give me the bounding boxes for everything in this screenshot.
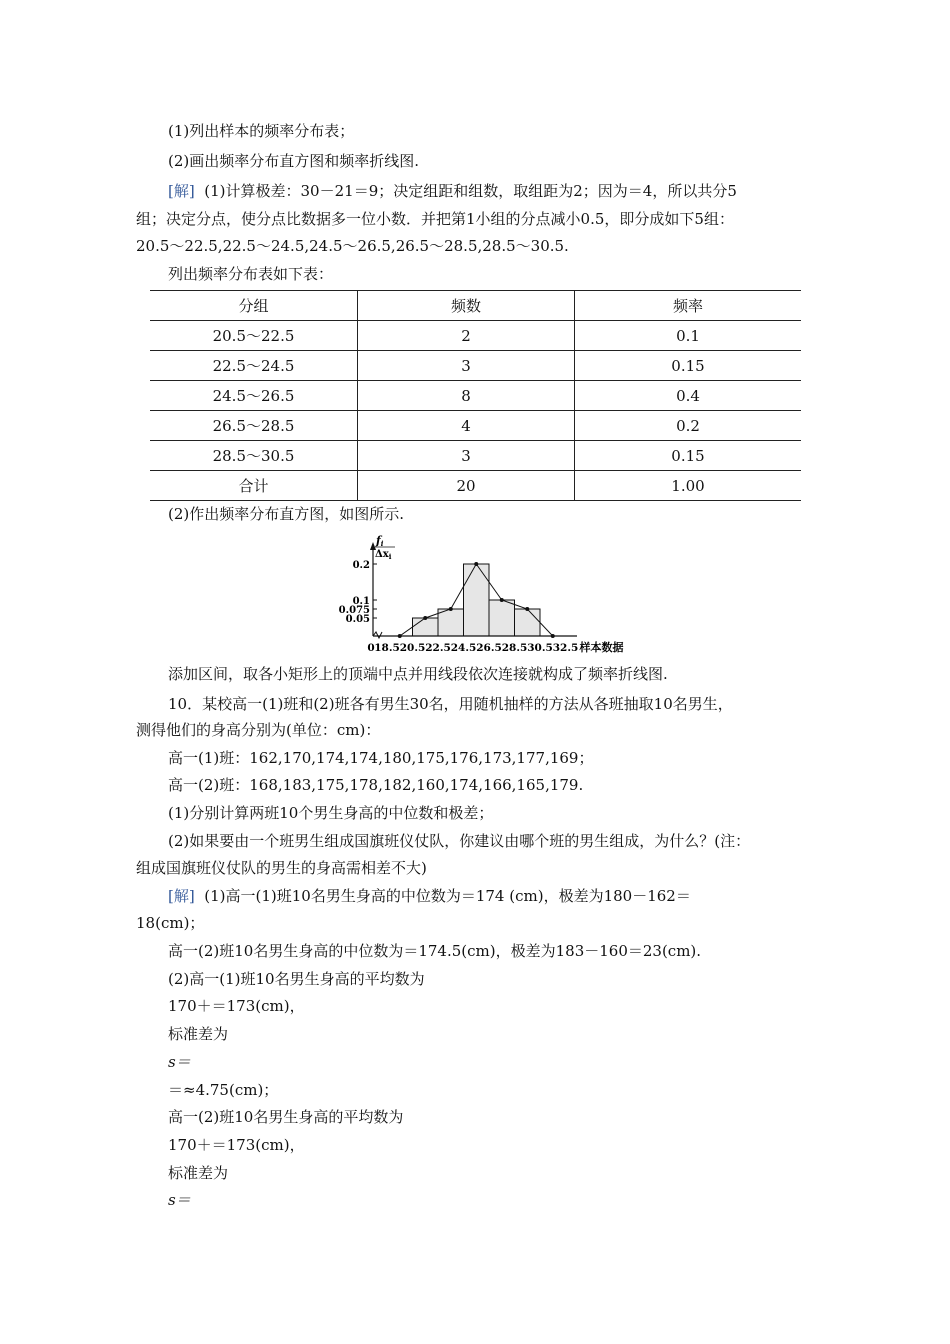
table-cell: 2	[358, 321, 575, 351]
q9-part1: (1)列出样本的频率分布表；	[168, 122, 355, 140]
x-tick-label: 18.5	[374, 642, 400, 654]
histogram-bar	[464, 564, 490, 636]
table-cell: 3	[358, 441, 575, 471]
q10-solution-line2: 18(cm)；	[136, 914, 205, 932]
table-row	[150, 411, 801, 441]
q10-solution-line10: 标准差为	[168, 1164, 229, 1182]
q10-solution-line9: 170＋＝173(cm)，	[168, 1136, 305, 1154]
q10-solution-line5: 170＋＝173(cm)，	[168, 997, 305, 1015]
table-cell: 0.4	[575, 381, 802, 411]
x-tick-label: 24.5	[450, 642, 477, 654]
q9-part2-answer: (2)作出频率分布直方图，如图所示.	[168, 505, 405, 523]
x-tick-label: 30.5	[527, 642, 553, 654]
table-cell: 0.15	[575, 351, 802, 381]
solution-tag: [解]	[168, 887, 195, 905]
table-row	[150, 321, 801, 351]
x-tick-label: 20.5	[399, 642, 426, 654]
x-axis-label: 样本数据	[579, 641, 624, 654]
table-header: 频率	[575, 291, 802, 321]
q9-solution-line2: 组；决定分点，使分点比数据多一位小数．并把第1小组的分点减小0.5，即分成如下5组：	[136, 210, 734, 228]
x-tick-label: 32.5	[552, 642, 579, 654]
axis-break-mark	[373, 632, 382, 638]
table-cell: 8	[358, 381, 575, 411]
y-tick-label: 0.2	[352, 560, 370, 571]
q10-solution-line3: 高一(2)班10名男生身高的中位数为＝174.5(cm)，极差为183－160＝23(cm).	[168, 942, 702, 960]
table-cell: 26.5～28.5	[150, 411, 358, 441]
table-cell: 20.5～22.5	[150, 321, 358, 351]
q10-line2: 测得他们的身高分别为(单位：cm)：	[136, 721, 381, 739]
q10-solution-line7: ＝≈4.75(cm)；	[168, 1081, 279, 1099]
q10-part2b: 组成国旗班仪仗队的男生的身高需相差不大)	[136, 859, 427, 877]
q10-solution-line4: (2)高一(1)班10名男生身高的平均数为	[168, 970, 425, 988]
y-tick-label: 0.075	[338, 605, 370, 616]
table-row	[150, 441, 801, 471]
q10-solution-s1	[168, 1052, 858, 1072]
q10-solution-line8: 高一(2)班10名男生身高的平均数为	[168, 1108, 404, 1126]
q10-part1: (1)分别计算两班10个男生身高的中位数和极差；	[168, 804, 494, 822]
frequency-histogram	[335, 530, 645, 656]
x-tick-label: 28.5	[501, 642, 528, 654]
histogram-bars	[413, 564, 541, 636]
q10-solution-s2	[168, 1190, 858, 1210]
table-cell: 4	[358, 411, 575, 441]
polygon-point	[423, 616, 427, 620]
x-tick-label: 26.5	[476, 642, 502, 654]
q9-solution-line1	[168, 181, 858, 201]
y-axis-label-numerator: fi	[376, 534, 384, 548]
solution-tag: [解]	[168, 182, 195, 200]
frequency-table	[150, 290, 801, 501]
polygon-point	[398, 634, 402, 638]
polygon-point	[449, 607, 453, 611]
s-equation: s＝	[168, 1191, 191, 1209]
q9-solution-text1: (1)计算极差：30－21＝9；决定组距和组数，取组距为2；因为＝4，所以共分5	[204, 182, 737, 200]
table-cell: 0.15	[575, 441, 802, 471]
table-cell: 24.5～26.5	[150, 381, 358, 411]
q10-solution-line1	[168, 886, 858, 906]
q10-class1: 高一(1)班：162,170,174,174,180,175,176,173,177,169；	[168, 749, 594, 767]
histogram-bar	[489, 600, 515, 636]
table-cell: 28.5～30.5	[150, 441, 358, 471]
q9-after-chart: 添加区间，取各小矩形上的顶端中点并用线段依次连接就构成了频率折线图.	[168, 665, 668, 683]
q10-class2: 高一(2)班：168,183,175,178,182,160,174,166,165,179.	[168, 776, 584, 794]
table-cell: 0.1	[575, 321, 802, 351]
polygon-point	[474, 562, 478, 566]
q10-line1: 10．某校高一(1)班和(2)班各有男生30名，用随机抽样的方法从各班抽取10名男生，	[168, 695, 733, 713]
table-cell: 3	[358, 351, 575, 381]
s-equation: s＝	[168, 1053, 191, 1071]
table-header: 分组	[150, 291, 358, 321]
x-tick-label: 22.5	[425, 642, 451, 654]
q10-solution-text1: (1)高一(1)班10名男生身高的中位数为＝174 (cm)，极差为180－162＝	[204, 887, 691, 905]
table-cell: 0.2	[575, 411, 802, 441]
q10-part2a: (2)如果要由一个班男生组成国旗班仪仗队，你建议由哪个班的男生组成，为什么？(注：	[168, 832, 751, 850]
q10-solution-line6: 标准差为	[168, 1025, 229, 1043]
polygon-point	[500, 598, 504, 602]
table-cell: 20	[358, 471, 575, 501]
y-axis-label-denominator: $\Delta x_i$	[375, 549, 392, 561]
polygon-point	[551, 634, 555, 638]
histogram-bar	[413, 618, 439, 636]
table-cell: 合计	[150, 471, 358, 501]
table-row	[150, 381, 801, 411]
table-row	[150, 351, 801, 381]
table-cell: 22.5～24.5	[150, 351, 358, 381]
y-tick-label: 0.1	[352, 596, 370, 607]
table-header: 频数	[358, 291, 575, 321]
q9-solution-line3: 20.5～22.5,22.5～24.5,24.5～26.5,26.5～28.5,28.5～30.5.	[136, 237, 569, 255]
x-tick-label: 0	[367, 642, 375, 654]
q9-table-intro: 列出频率分布表如下表：	[168, 265, 334, 283]
histogram-bar	[515, 609, 541, 636]
histogram-bar	[438, 609, 464, 636]
x-tick-labels	[367, 642, 578, 654]
table-total-row	[150, 471, 801, 501]
table-header-row	[150, 291, 801, 321]
q9-part2: (2)画出频率分布直方图和频率折线图.	[168, 152, 420, 170]
y-tick-label: 0.05	[345, 614, 370, 625]
polygon-point	[525, 607, 529, 611]
y-tick-labels	[339, 560, 377, 625]
table-cell: 1.00	[575, 471, 802, 501]
